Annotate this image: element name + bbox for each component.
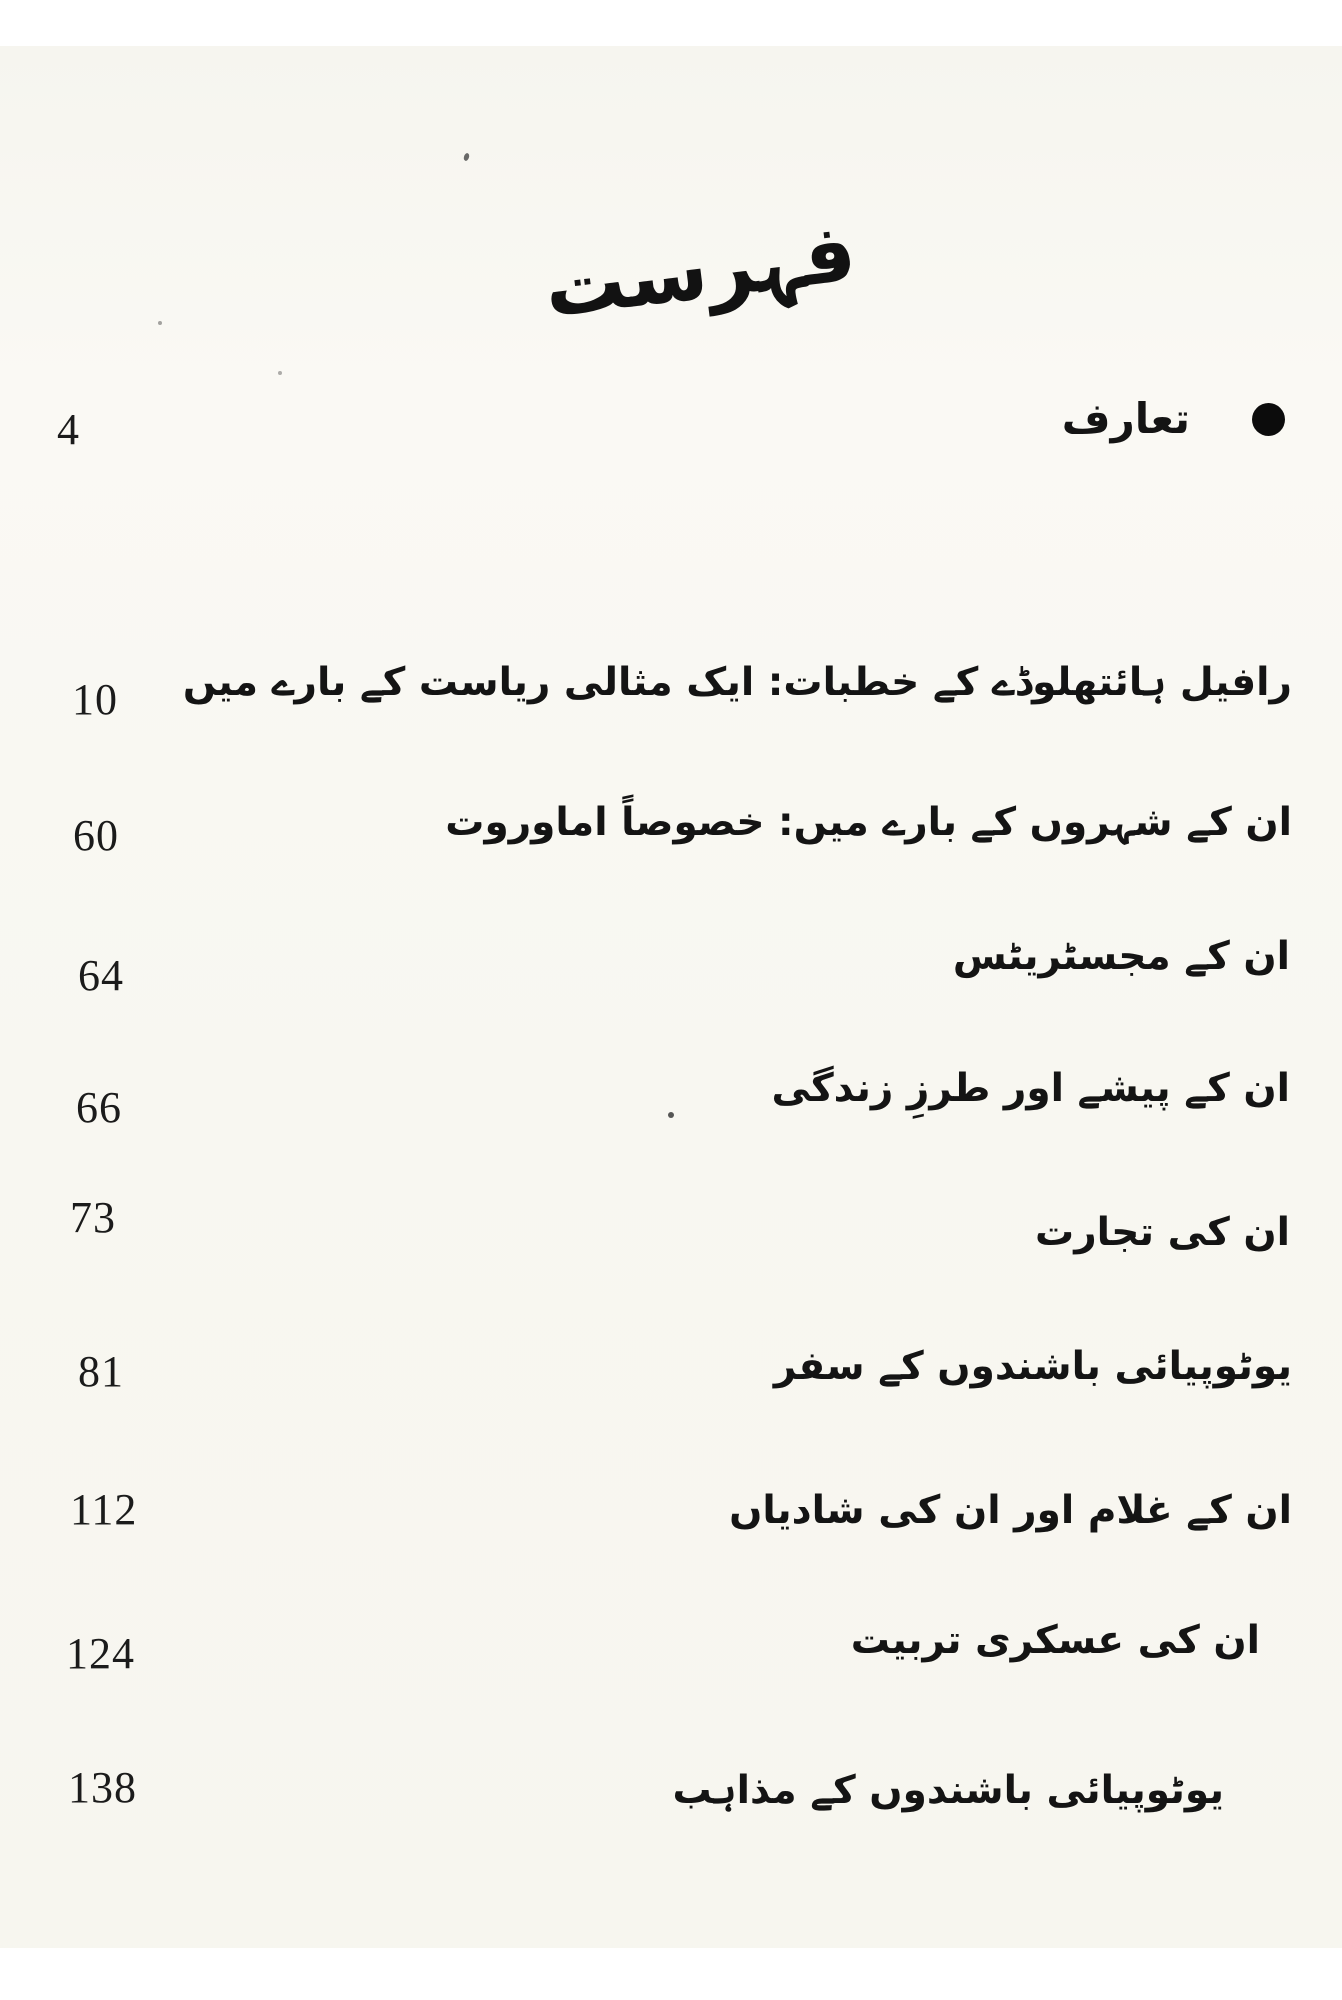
toc-entry-title: ان کے مجسٹریٹس [952,934,1290,979]
page-number: 10 [72,675,118,724]
toc-entry-title: یوٹوپیائی باشندوں کے مذاہب [672,1768,1224,1813]
scan-speck [278,371,282,375]
toc-entry-title: تعارف [1061,394,1190,443]
toc-entry-title: یوٹوپیائی باشندوں کے سفر [773,1344,1292,1389]
page-number: 64 [78,951,124,1000]
scan-speck [158,321,162,325]
page-number: 60 [73,811,119,860]
toc-entry-title: ان کے شہروں کے بارے میں: خصوصاً اماوروت [445,800,1292,845]
toc-entry-title: ان کی تجارت [1035,1210,1290,1255]
toc-entry-title: ان کے غلام اور ان کی شادیاں [729,1488,1292,1533]
page-title: فہرست [539,205,861,336]
page-number: 124 [66,1629,135,1678]
page-number: 66 [76,1083,122,1132]
page-number: 138 [68,1763,137,1812]
page-number: 4 [57,405,80,454]
toc-entry-title: ان کے پیشے اور طرزِ زندگی [771,1066,1290,1111]
bullet-icon [1252,403,1285,436]
page-number: 73 [70,1193,116,1242]
page-number: 81 [78,1347,124,1396]
toc-entry-title: رافیل ہائتھلوڈے کے خطبات: ایک مثالی ریاست کے بارے میں [182,660,1292,705]
scan-speck [668,1112,674,1118]
toc-entry-title: ان کی عسکری تربیت [850,1618,1260,1663]
page-number: 112 [70,1485,138,1534]
